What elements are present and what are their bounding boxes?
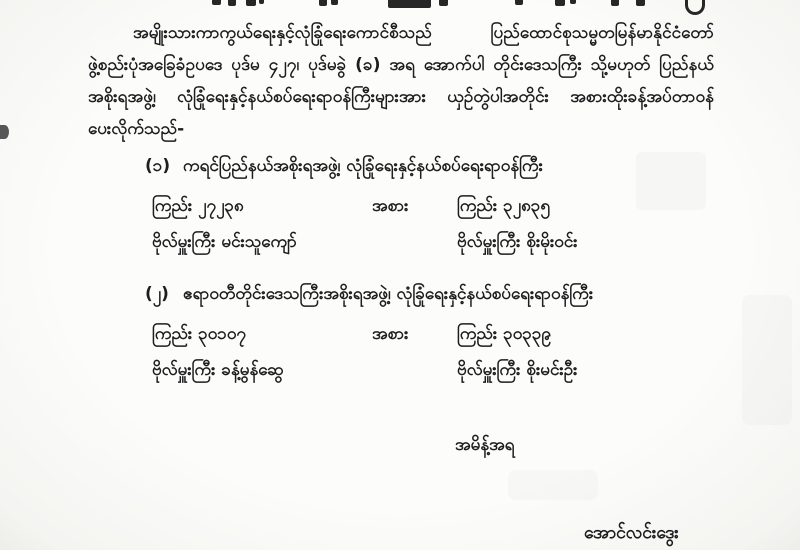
signatory-name: အောင်လင်းဒွေး bbox=[584, 523, 679, 543]
item-number-label: (၂) bbox=[145, 284, 169, 304]
clipped-glyph-fragment bbox=[319, 0, 327, 6]
incoming-service-number: ကြည်း ၃၂၈၃၅ bbox=[457, 196, 550, 216]
item-number-label: (၁) bbox=[145, 156, 171, 176]
clipped-glyph-fragment bbox=[515, 0, 523, 5]
clipped-glyph-fragment bbox=[439, 0, 448, 6]
clipped-glyph-fragment bbox=[636, 0, 645, 6]
outgoing-officer-name: ဗိုလ်မှူးကြီး မင်းသူကျော် bbox=[152, 232, 297, 252]
clipped-glyph-fragment bbox=[212, 0, 221, 5]
incoming-service-number: ကြည်း ၃၀၃၃၉ bbox=[457, 324, 551, 344]
clipped-glyph-fragment bbox=[388, 0, 431, 8]
order-item-2 bbox=[145, 281, 725, 383]
clipped-glyph-fragment bbox=[570, 0, 576, 4]
incoming-officer-name: ဗိုလ်မှူးကြီး စိုးမိုးဝင်း bbox=[457, 232, 578, 252]
clipped-glyph-fragment bbox=[259, 0, 264, 4]
empty-cell bbox=[372, 357, 457, 383]
item-title: ဧရာဝတီတိုင်းဒေသကြီးအစိုးရအဖွဲ့၊ လုံခြုံရေးနှင့်နယ်စပ်ရေးရာဝန်ကြီး bbox=[183, 284, 594, 304]
clipped-glyph-fragment bbox=[331, 0, 338, 5]
incoming-officer-name: ဗိုလ်မှူးကြီး စိုးမင်းဦး bbox=[457, 360, 578, 380]
order-item-1 bbox=[145, 153, 725, 255]
replacement-grid bbox=[152, 321, 725, 383]
empty-cell bbox=[372, 229, 457, 255]
outgoing-service-number: ကြည်း ၂၇၂၃၈ bbox=[152, 196, 244, 216]
item-title: ကရင်ပြည်နယ်အစိုးရအဖွဲ့၊ လုံခြုံရေးနှင့်နယ်စပ်ရေးရာဝန်ကြီး bbox=[183, 156, 543, 176]
clipped-glyph-fragment bbox=[555, 0, 565, 6]
outgoing-service-number: ကြည်း ၃၀၁၀၇ bbox=[152, 324, 246, 344]
scan-artifact bbox=[508, 470, 598, 500]
by-order-label: အမိန့်အရ bbox=[455, 435, 515, 455]
clipped-glyph-fragment bbox=[611, 0, 619, 6]
clipped-glyph-fragment bbox=[246, 0, 256, 6]
body-paragraph: အမျိုးသားကာကွယ်ရေးနှင့်လုံခြုံရေးကောင်စီသည် ပြည်ထောင်စုသမ္မတမြန်မာနိုင်ငံတော် ဖွဲ့စည်းပုံအခြေခံဥပဒေ ပုဒ်မ ၄၂၇၊ ပုဒ်မခွဲ (ခ) အရ အောက်ပါ တိုင်းဒေသကြီး သို့မဟုတ် ပြည်နယ် အစိုးရအဖွဲ့၊ လုံခြုံရေးနှင့်နယ်စပ်ရေးရာဝန်ကြီးများအား ယှဉ်တွဲပါအတိုင်း အစားထိုးခန့်အပ်တာဝန် ပေးလိုက်သည်- bbox=[88, 23, 714, 139]
replacement-grid bbox=[152, 193, 725, 255]
clipped-glyph-fragment bbox=[685, 0, 705, 15]
replace-word: အစား bbox=[372, 196, 409, 216]
outgoing-officer-name: ဗိုလ်မှူးကြီး ခန့်မွန်ဆွေ bbox=[152, 360, 284, 380]
clipped-glyph-fragment bbox=[228, 0, 236, 6]
scan-artifact bbox=[742, 295, 792, 425]
replace-word: အစား bbox=[372, 324, 409, 344]
ink-smudge bbox=[0, 125, 9, 139]
clipped-header-line bbox=[0, 0, 800, 14]
